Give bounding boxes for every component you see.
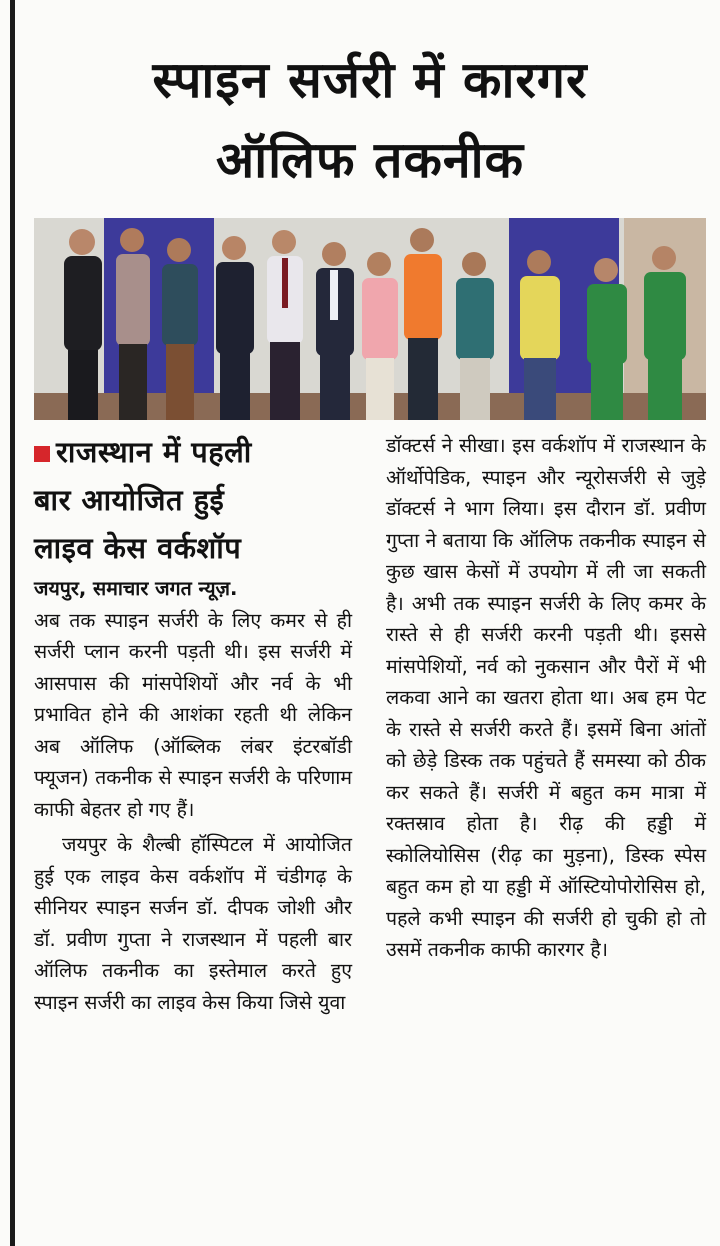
- paragraph-2: जयपुर के शैल्बी हॉस्पिटल में आयोजित हुई एक लाइव केस वर्कशॉप में चंडीगढ़ के सीनियर स्पाइन सर्जन डॉ. दीपक जोशी और डॉ. प्रवीण गुप्ता ने राजस्थान में पहली बार ऑलिफ तकनीक का इस्तेमाल करते हुए स्पाइन सर्जरी का लाइव केस किया जिसे युवा: [34, 833, 352, 1014]
- group-photo: [34, 218, 706, 420]
- subhead-line-2: बार आयोजित हुई: [34, 483, 225, 517]
- subhead-line-1: राजस्थान में पहली: [56, 435, 252, 469]
- article-column-1: [34, 573, 352, 1018]
- headline-line-2: ऑलिफ तकनीक: [216, 131, 524, 189]
- article-column-2: [386, 430, 706, 966]
- byline: जयपुर, समाचार जगत न्यूज़.: [34, 577, 238, 600]
- paragraph-1: अब तक स्पाइन सर्जरी के लिए कमर से ही सर्जरी प्लान करनी पड़ती थी। इस सर्जरी में आसपास की मांसपेशियों और नर्व के भी प्रभावित होने की आशंका रहती थी लेकिन अब ऑलिफ (ऑब्लिक लंबर इंटरबॉडी फ्यूजन) तकनीक से स्पाइन सर्जरी के परिणाम काफी बेहतर हो गए हैं।: [34, 608, 352, 821]
- headline-line-1: स्पाइन सर्जरी में कारगर: [152, 51, 588, 109]
- paragraph-3: डॉक्टर्स ने सीखा। इस वर्कशॉप में राजस्थान के ऑर्थोपेडिक, स्पाइन और न्यूरोसर्जरी से जुड़े डॉक्टर्स ने भाग लिया। इस दौरान डॉ. प्रवीण गुप्ता ने बताया कि ऑलिफ तकनीक स्पाइन से कुछ खास केसों में उपयोग में ली जा सकती है। अभी तक स्पाइन सर्जरी के लिए कमर के रास्ते से ही सर्जरी करनी पड़ती थी। इससे मांसपेशियों, नर्व को नुकसान और पैरों में भी लकवा आने का खतरा होता था। अब हम पेट के रास्ते से सर्जरी करते हैं। इसमें बिना आंतों को छेड़े डिस्क तक पहुंचते हैं समस्या को ठीक कर सकते हैं। सर्जरी में बहुत कम मात्रा में रक्तस्राव होता है। रीढ़ की हड्डी में स्कोलियोसिस (रीढ़ का मुड़ना), डिस्क स्पेस बहुत कम हो या हड्डी में ऑस्टियोपोरोसिस हो, पहले कभी स्पाइन की सर्जरी हो चुकी हो तो उसमें तकनीक काफी कारगर है।: [386, 434, 706, 961]
- red-square-icon: [34, 446, 50, 462]
- subheadline: [34, 428, 374, 572]
- subhead-line-3: लाइव केस वर्कशॉप: [34, 531, 242, 565]
- column-rule: [10, 0, 15, 1246]
- headline: [20, 40, 720, 200]
